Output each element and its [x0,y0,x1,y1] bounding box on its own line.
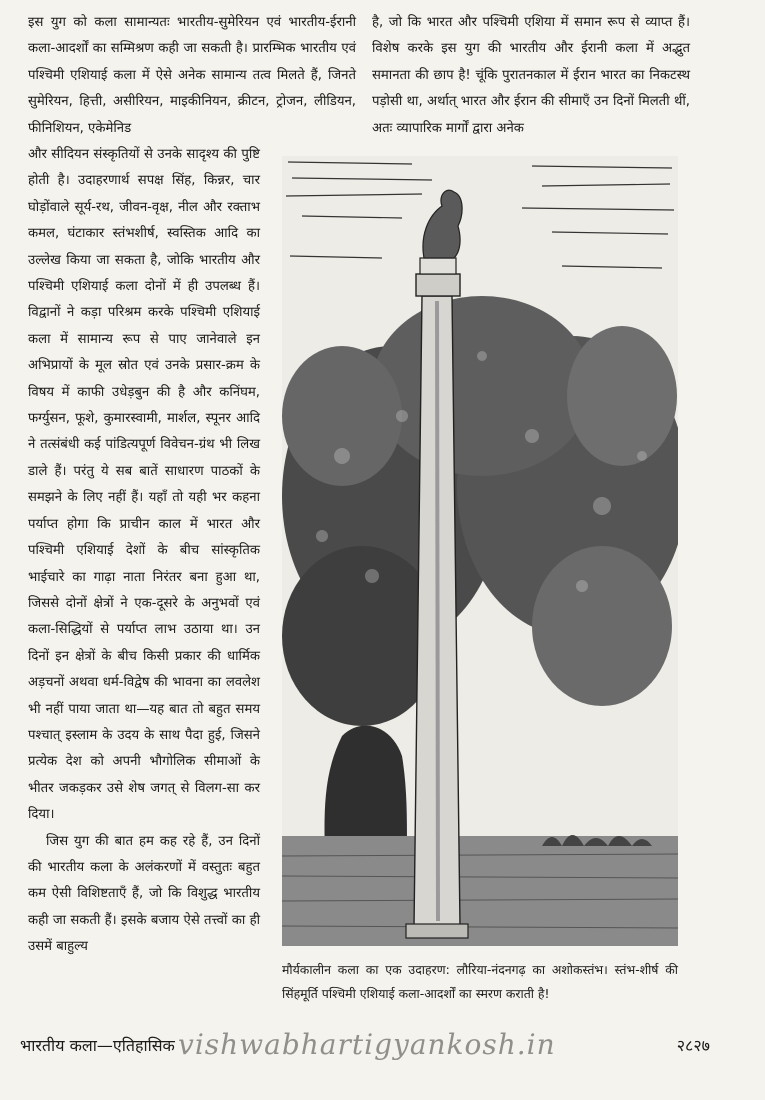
page-number: २८२७ [676,1036,710,1055]
page-footer [20,1026,710,1062]
ashoka-pillar-illustration [282,156,678,946]
running-title: भारतीय कला—एतिहासिक [20,1036,175,1055]
paragraph-body-1: और सीदियन संस्कृतियों से उनके सादृश्य की पुष्टि होती है। उदाहरणार्थ सपक्ष सिंह, किन्नर, चार घोड़ोंवाले सूर्य-रथ, जीवन-वृक्ष, नील और रक्ताभ कमल, घंटाकार स्तंभशीर्ष, स्वस्तिक आदि का उल्लेख किया जा सकता है, जोकि भारतीय और पश्चिमी एशियाई कला दोनों में ही उपलब्ध हैं। विद्वानों ने कड़ा परिश्रम करके पश्चिमी एशियाई कला में सामान्य रूप से पाए जानेवाले इन अभिप्रायों के मूल स्रोत एवं उनके प्रसार-क्रम के विषय में काफी उधेड़बुन की है और कनिंघम, फर्ग्युसन, फूशे, कुमारस्वामी, मार्शल, स्पूनर आदि ने तत्संबंधी कई पांडित्यपूर्ण विवेचन-ग्रंथ भी लिख डाले हैं। परंतु ये सब बातें साधारण पाठकों के समझने के लिए नहीं हैं। यहाँ तो यही भर कहना पर्याप्त होगा कि प्राचीन काल में भारत और पश्चिमी एशियाई देशों के बीच सांस्कृतिक भाईचारे का गाढ़ा नाता निरंतर बना हुआ था, जिससे दोनों क्षेत्रों ने एक-दूसरे के अनुभवों एवं कला-सिद्धियों से पर्याप्त लाभ उठाया था। उन दिनों इन क्षेत्रों के बीच किसी प्रकार की धार्मिक अड़चनों अथवा धर्म-विद्वेष की भावना का लवलेश भी नहीं पाया जाता था—यह बात तो बहुत समय पश्चात् इस्लाम के उदय के साथ पैदा हुई, जिसने प्रत्येक देश को अपनी भौगोलिक सीमाओं के भीतर जकड़कर उसे शेष जगत् से विलग-सा कर दिया। [28,147,260,823]
paragraph-body-2: जिस युग की बात हम कह रहे हैं, उन दिनों की भारतीय कला के अलंकरणों में वस्तुतः बहुत कम ऐसी विशिष्टताएँ हैं, जो कि विशुद्ध भारतीय कही जा सकती हैं। इसके बजाय ऐसे तत्त्वों का ही उसमें बाहुल्य [28,833,260,955]
illustration-drawing [282,156,678,946]
pillar-abacus [420,258,456,274]
pillar-base [406,924,468,938]
ground [282,836,678,946]
watermark: vishwabhartigyankosh.in [178,1028,556,1061]
sky-hatching [286,162,674,268]
figure-caption: मौर्यकालीन कला का एक उदाहरण: लौरिया-नंदनगढ़ का अशोकस्तंभ। स्तंभ-शीर्ष की सिंहमूर्ति पश्चिमी एशियाई कला-आदर्शों का स्मरण कराती है! [282,962,678,1001]
top-right-text [372,10,690,142]
paragraph-intro: इस युग को कला सामान्यतः भारतीय-सुमेरियन एवं भारतीय-ईरानी कला-आदर्शों का सम्मिश्रण कही जा सकती है। प्रारम्भिक भारतीय एवं पश्चिमी एशियाई कला में ऐसे अनेक सामान्य तत्व मिलते हैं, जिनते सुमेरियन, हित्ती, असीरियन, माइकीनियन, क्रीटन, ट्रोजन, लीडियन, फीनिशियन, एकेमेनिड [28,15,356,136]
lion-sculpture [423,190,462,258]
paragraph-continuation: है, जो कि भारत और पश्चिमी एशिया में समान रूप से व्याप्त हैं। विशेष करके इस युग की भारतीय और ईरानी कला में अद्भुत समानता की छाप है! चूंकि पुरातनकाल में ईरान भारत का निकटस्थ पड़ोसी था, अर्थात् भारत और ईरान की सीमाएँ उन दिनों मिलती थीं, अतः व्यापारिक मार्गों द्वारा अनेक [372,15,690,136]
pillar-capital-bell [416,274,460,296]
top-left-text [28,10,356,142]
pillar-shading [437,301,438,921]
left-column-text [28,142,260,961]
